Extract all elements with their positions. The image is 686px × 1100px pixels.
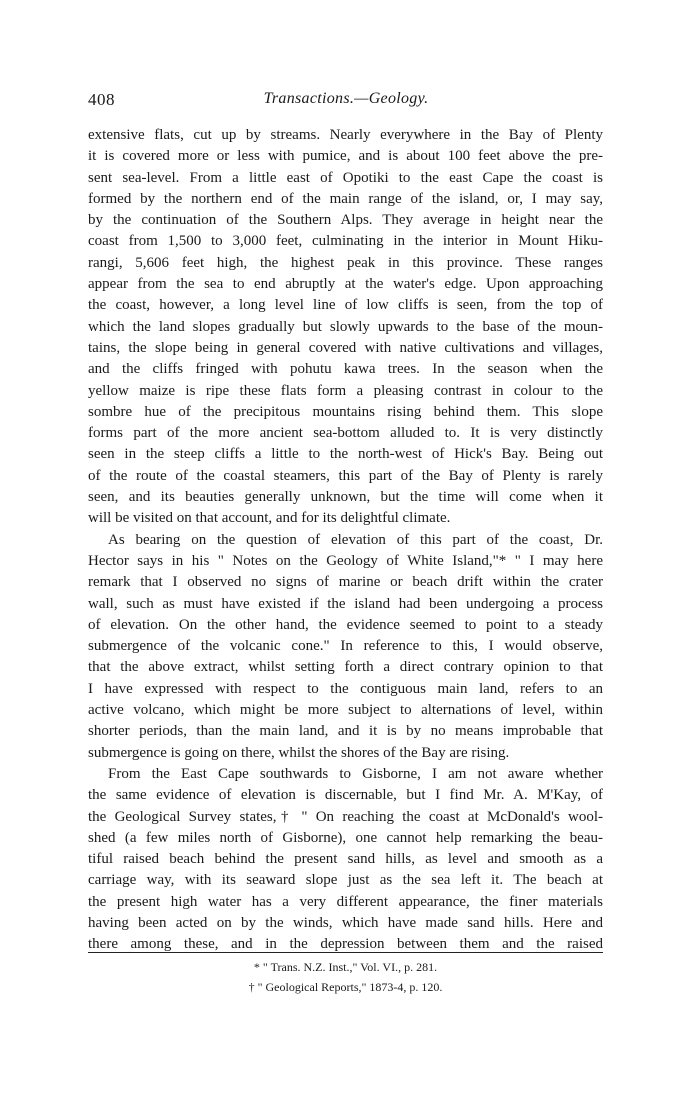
text-line: wall, such as must have existed if the island had been undergoing a process bbox=[88, 595, 603, 612]
text-line: remark that I observed no signs of marine or beach drift within the crater bbox=[88, 574, 603, 591]
text-line: shed (a few miles north of Gisborne), one cannot help remarking the beau- bbox=[88, 829, 603, 846]
text-line: having been acted on by the winds, which have made sand hills. Here and bbox=[88, 914, 603, 931]
text-line: extensive flats, cut up by streams. Nearly everywhere in the Bay of Plenty bbox=[88, 127, 603, 143]
text-line: that the above extract, whilst setting forth a direct contrary opinion to that bbox=[88, 659, 603, 676]
text-line: submergence is going on there, whilst the shores of the Bay are rising. bbox=[88, 744, 510, 761]
text-line: the Geological Survey states,† " On reaching the coast at McDonald's wool- bbox=[88, 808, 603, 825]
text-line: there among these, and in the depression between them and the raised bbox=[88, 936, 603, 953]
text-line: appear from the sea to end abruptly at the water's edge. Upon approaching bbox=[88, 276, 603, 293]
page-header bbox=[88, 90, 604, 112]
footnote: * " Trans. N.Z. Inst.," Vol. VI., p. 281. bbox=[253, 960, 438, 974]
text-line: the coast, however, a long level line of low cliffs is seen, from the top of bbox=[88, 297, 603, 314]
text-line: coast from 1,500 to 3,000 feet, culminating in the interior in Mount Hiku- bbox=[88, 233, 603, 250]
body-text bbox=[88, 125, 603, 956]
footnotes bbox=[88, 957, 603, 997]
text-line: carriage way, with its seaward slope just as the sea left it. The beach at bbox=[88, 872, 603, 889]
text-line: active volcano, which might be more subject to alternations of level, within bbox=[88, 702, 603, 719]
text-line: forms part of the more ancient sea-bottom alluded to. It is very distinctly bbox=[88, 425, 603, 442]
text-line: seen in the steep cliffs a little to the north-west of Hick's Bay. Being out bbox=[88, 446, 603, 463]
text-line: formed by the northern end of the main range of the island, or, I may say, bbox=[88, 190, 603, 207]
text-line: tains, the slope being in general covered with native cultivations and villages, bbox=[88, 339, 603, 356]
text-line: by the continuation of the Southern Alps. They average in height near the bbox=[88, 212, 603, 229]
text-line: yellow maize is ripe these flats form a pleasing contrast in colour to the bbox=[88, 382, 603, 399]
text-line: of elevation. On the other hand, the evidence seemed to point to a steady bbox=[88, 616, 603, 633]
text-line: sombre hue of the precipitous mountains rising behind them. This slope bbox=[88, 403, 603, 420]
text-line: From the East Cape southwards to Gisborne, I am not aware whether bbox=[108, 765, 603, 782]
text-line: As bearing on the question of elevation of this part of the coast, Dr. bbox=[108, 531, 603, 548]
text-line: will be visited on that account, and for its delightful climate. bbox=[88, 510, 451, 527]
text-line: which the land slopes gradually but slowly upwards to the base of the moun- bbox=[88, 318, 603, 335]
text-line: Hector says in his " Notes on the Geology of White Island,"* " I may here bbox=[88, 552, 603, 569]
running-title: Transactions.—Geology. bbox=[263, 90, 429, 107]
text-line: rangi, 5,606 feet high, the highest peak in this province. These ranges bbox=[88, 254, 603, 271]
footnote-divider bbox=[88, 952, 603, 953]
text-line: and the cliffs fringed with pohutu kawa trees. In the season when the bbox=[88, 361, 603, 378]
text-line: I have expressed with respect to the contiguous main land, refers to an bbox=[88, 680, 603, 697]
text-line: of the route of the coastal steamers, this part of the Bay of Plenty is rarely bbox=[88, 467, 603, 484]
text-line: the present high water has a very different appearance, the finer materials bbox=[88, 893, 603, 910]
text-line: it is covered more or less with pumice, and is about 100 feet above the pre- bbox=[88, 148, 603, 165]
text-line: sent sea-level. From a little east of Opotiki to the east Cape the coast is bbox=[88, 169, 603, 186]
text-line: tiful raised beach behind the present sand hills, as level and smooth as a bbox=[88, 851, 603, 868]
text-line: seen, and its beauties generally unknown, but the time will come when it bbox=[88, 489, 603, 506]
page-number: 408 bbox=[88, 90, 115, 109]
text-line: shorter periods, than the main land, and it is by no means improbable that bbox=[88, 723, 603, 740]
text-line: submergence of the volcanic cone." In reference to this, I would observe, bbox=[88, 638, 603, 655]
footnote: † " Geological Reports," 1873-4, p. 120. bbox=[248, 980, 443, 994]
text-line: the same evidence of elevation is discernable, but I find Mr. A. M'Kay, of bbox=[88, 787, 603, 804]
